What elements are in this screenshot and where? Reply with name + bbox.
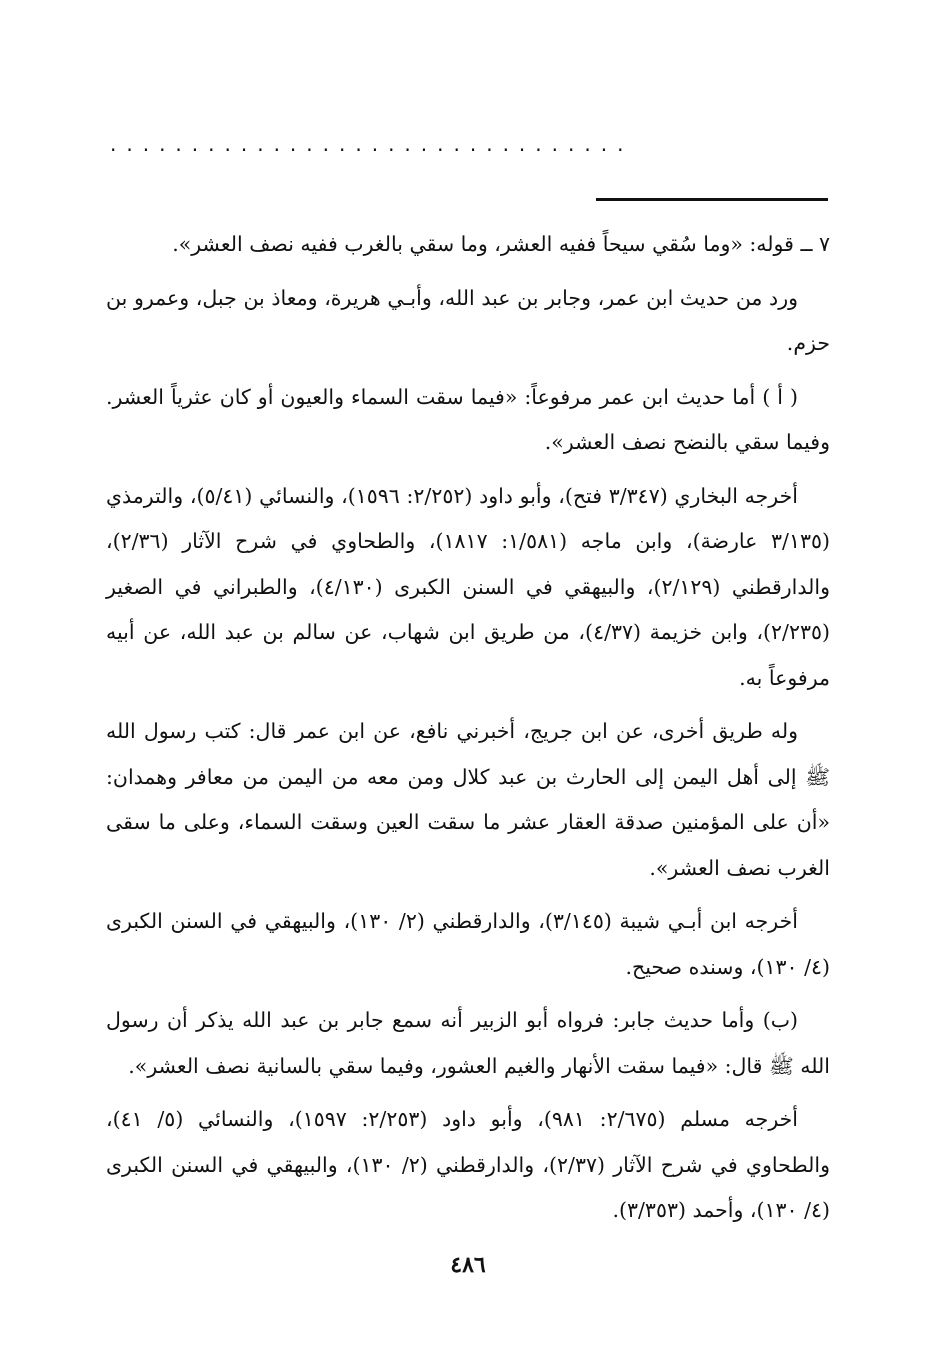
paragraph-sources-intro: ورد من حديث ابن عمر، وجابر بن عبد الله، وأبـي هريرة، ومعاذ بن جبل، وعمرو بن حزم. xyxy=(106,285,830,355)
paragraph-ibn-umar-takhrij: أخرجه البخاري (٣/٣٤٧ فتح)، وأبو داود (٢/٢٥٢: ١٥٩٦)، والنسائي (٥/٤١)، والترمذي (٣/١٣٥ عارضة)، وابن ماجه (١/٥٨١: ١٨١٧)، والطحاوي في شرح الآثار (٢/٣٦)، والدارقطني (٢/١٢٩)، والبيهقي في السنن الكبرى (٤/١٣٠)، والطبراني في الصغير (٢/٢٣٥)، وابن خزيمة (٤/٣٧)، من طريق ابن شهاب، عن سالم بن عبد الله، عن أبيه مرفوعاً به. xyxy=(106,483,830,690)
paragraph-ibn-umar-hadith: ( أ ) أما حديث ابن عمر مرفوعاً: «فيما سقت السماء والعيون أو كان عثرياً العشر. وفيما سقي بالنضح نصف العشر». xyxy=(106,384,830,454)
paragraph-jabir-hadith: (ب) وأما حديث جابر: فرواه أبو الزبير أنه سمع جابر بن عبد الله يذكر أن رسول الله ﷺ قال: «فيما سقت الأنهار والغيم العشور، وفيما سقي بالسانية نصف العشر». xyxy=(106,1008,830,1078)
paragraph-another-route-takhrij: أخرجه ابن أبـي شيبة (٣/١٤٥)، والدارقطني (٢/ ١٣٠)، والبيهقي في السنن الكبرى (٤/ ١٣٠)، وسنده صحيح. xyxy=(106,909,830,979)
dotted-separator: ................................ xyxy=(110,134,634,154)
page-number: ٤٨٦ xyxy=(450,1252,486,1278)
footnote-rule xyxy=(596,198,828,201)
footnote-body xyxy=(106,222,830,1242)
paragraph-jabir-takhrij: أخرجه مسلم (٢/٦٧٥: ٩٨١)، وأبو داود (٢/٢٥٣: ١٥٩٧)، والنسائي (٥/ ٤١)، والطحاوي في شرح الآثار (٢/٣٧)، والدارقطني (٢/ ١٣٠)، والبيهقي في السنن الكبرى (٤/ ١٣٠)، وأحمد (٣/٣٥٣). xyxy=(106,1107,830,1222)
paragraph-heading-7: ٧ ــ قوله: «وما سُقي سيحاً ففيه العشر، وما سقي بالغرب ففيه نصف العشر». xyxy=(172,232,830,256)
paragraph-another-route: وله طريق أخرى، عن ابن جريج، أخبرني نافع، عن ابن عمر قال: كتب رسول الله ﷺ إلى أهل اليمن إلى الحارث بن عبد كلال ومن معه من اليمن من معافر وهمدان: «أن على المؤمنين صدقة العقار عشر ما سقت العين وسقت السماء، وعلى ما سقى الغرب نصف العشر». xyxy=(106,719,830,880)
